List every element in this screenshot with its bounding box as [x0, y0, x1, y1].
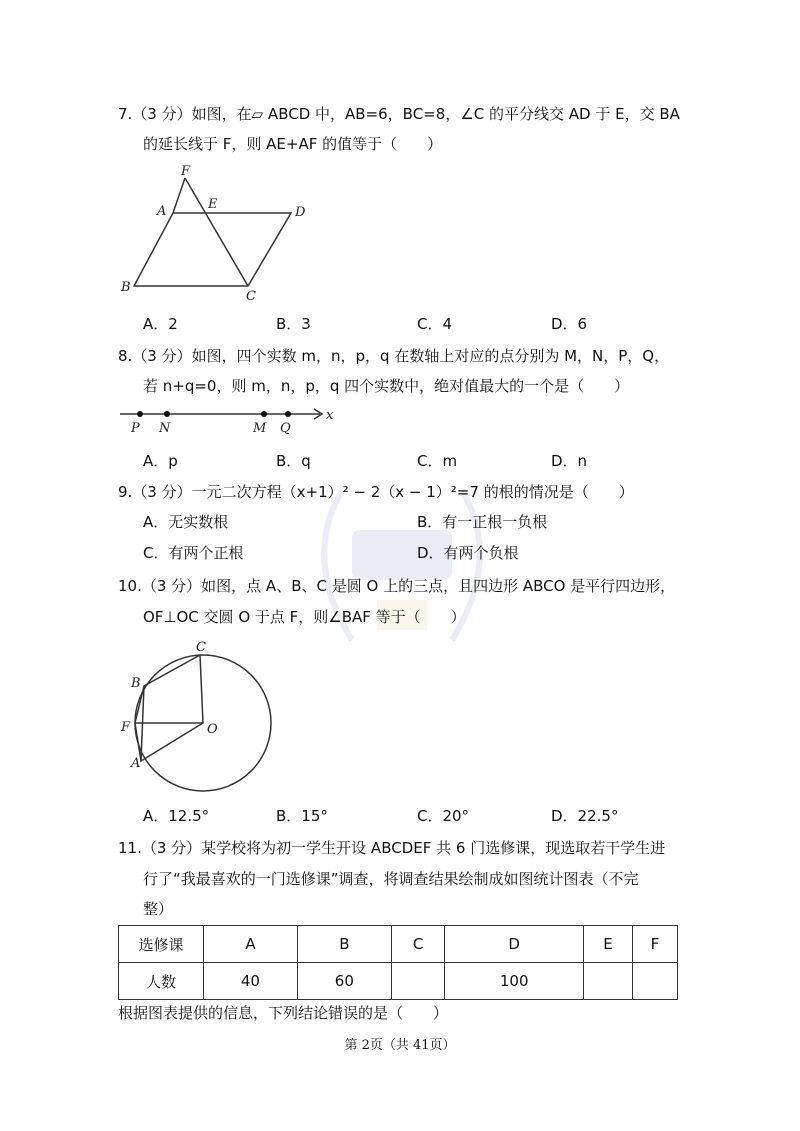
q7-option-d[interactable]: D．6: [551, 315, 588, 333]
q7-label-c: C: [246, 289, 256, 303]
table-header-cell: 选修课: [119, 926, 204, 963]
q10-label-c: C: [196, 640, 206, 655]
table-cell: 100: [445, 963, 584, 1000]
q8-stem-line1: 8.（3 分）如图，四个实数 m，n，p，q 在数轴上对应的点分别为 M，N，P，Q，: [118, 347, 670, 365]
q7-label-a: A: [157, 204, 167, 219]
q8-label-x: x: [326, 408, 334, 423]
table-cell: 人数: [119, 963, 204, 1000]
q7-stem-line1: 7.（3 分）如图，在▱ ABCD 中，AB=6，BC=8，∠C 的平分线交 AD 于 E，交 BA: [118, 105, 680, 123]
parallelogram-abco: [141, 655, 203, 761]
table-header-cell: E: [583, 926, 632, 963]
q10-option-a[interactable]: A．12.5°: [143, 807, 210, 825]
q7-option-a[interactable]: A．2: [143, 315, 178, 333]
q10-label-o: O: [207, 722, 218, 737]
q11-stem-line1: 11.（3 分）某学校将为初一学生开设 ABCDEF 共 6 门选修课，现选取若干学生进: [118, 839, 666, 857]
q9-option-c[interactable]: C．有两个正根: [143, 544, 244, 562]
q7-stem-line2: 的延长线于 F，则 AE+AF 的值等于（ ）: [143, 135, 443, 153]
point-p: [137, 411, 143, 417]
q8-stem-line2: 若 n+q=0，则 m，n，p，q 四个实数中，绝对值最大的一个是（ ）: [143, 377, 630, 395]
q8-label-m: M: [253, 421, 267, 436]
point-n: [164, 411, 170, 417]
q7-label-e: E: [208, 197, 218, 212]
q9-option-a[interactable]: A．无实数根: [143, 513, 229, 531]
table-header-cell: F: [632, 926, 677, 963]
q10-option-c[interactable]: C．20°: [417, 807, 470, 825]
q10-circle-figure: [115, 637, 280, 797]
q8-option-d[interactable]: D．n: [551, 452, 588, 470]
q7-option-b[interactable]: B．3: [276, 315, 311, 333]
table-row: [119, 963, 678, 1000]
table-header-cell: C: [391, 926, 445, 963]
q10-option-b[interactable]: B．15°: [276, 807, 328, 825]
q8-option-a[interactable]: A．p: [143, 452, 178, 470]
q10-option-d[interactable]: D．22.5°: [551, 807, 619, 825]
table-cell: 60: [297, 963, 391, 1000]
q8-label-q: Q: [280, 421, 291, 436]
q9-option-b[interactable]: B．有一正根一负根: [417, 513, 548, 531]
q9-stem-line1: 9.（3 分）一元二次方程（x+1）² − 2（x − 1）²=7 的根的情况是（ ）: [118, 483, 634, 501]
q8-option-c[interactable]: C．m: [417, 452, 458, 470]
q7-label-b: B: [121, 280, 131, 295]
table-cell: [583, 963, 632, 1000]
line-fa: [173, 178, 185, 213]
table-cell: [391, 963, 445, 1000]
q11-followup: 根据图表提供的信息，下列结论错误的是（ ）: [118, 1004, 449, 1022]
q7-parallelogram-figure: [115, 163, 315, 303]
q9-option-d[interactable]: D．有两个负根: [417, 544, 519, 562]
q10-label-a: A: [131, 756, 141, 771]
q8-label-p: P: [131, 421, 140, 436]
page-footer: 第 2页（共 41页）: [344, 1038, 456, 1053]
table-header-cell: D: [445, 926, 584, 963]
q8-option-b[interactable]: B．q: [276, 452, 311, 470]
q7-label-d: D: [295, 205, 306, 220]
q11-stem-line3: 整）: [143, 900, 174, 918]
line-fc: [185, 178, 248, 286]
q10-stem-line1: 10.（3 分）如图，点 A、B、C 是圆 O 上的三点，且四边形 ABCO 是平行四边形，: [118, 577, 676, 595]
table-cell: 40: [204, 963, 298, 1000]
q10-label-b: B: [131, 676, 141, 691]
q11-stem-line2: 行了“我最喜欢的一门选修课”调查，将调查结果绘制成如图统计图表（不完: [143, 870, 639, 888]
q8-number-line-figure: [118, 402, 338, 436]
point-m: [261, 411, 267, 417]
q8-label-n: N: [159, 421, 171, 436]
table-cell: [632, 963, 677, 1000]
q10-label-f: F: [121, 720, 131, 735]
q7-label-f: F: [181, 164, 191, 179]
table-header-cell: B: [297, 926, 391, 963]
q7-option-c[interactable]: C．4: [417, 315, 453, 333]
table-header-row: [119, 926, 678, 963]
point-q: [285, 411, 291, 417]
q11-stats-table: [118, 925, 678, 1000]
q10-stem-line2: OF⊥OC 交圆 O 于点 F，则∠BAF 等于（ ）: [143, 608, 466, 626]
table-header-cell: A: [204, 926, 298, 963]
